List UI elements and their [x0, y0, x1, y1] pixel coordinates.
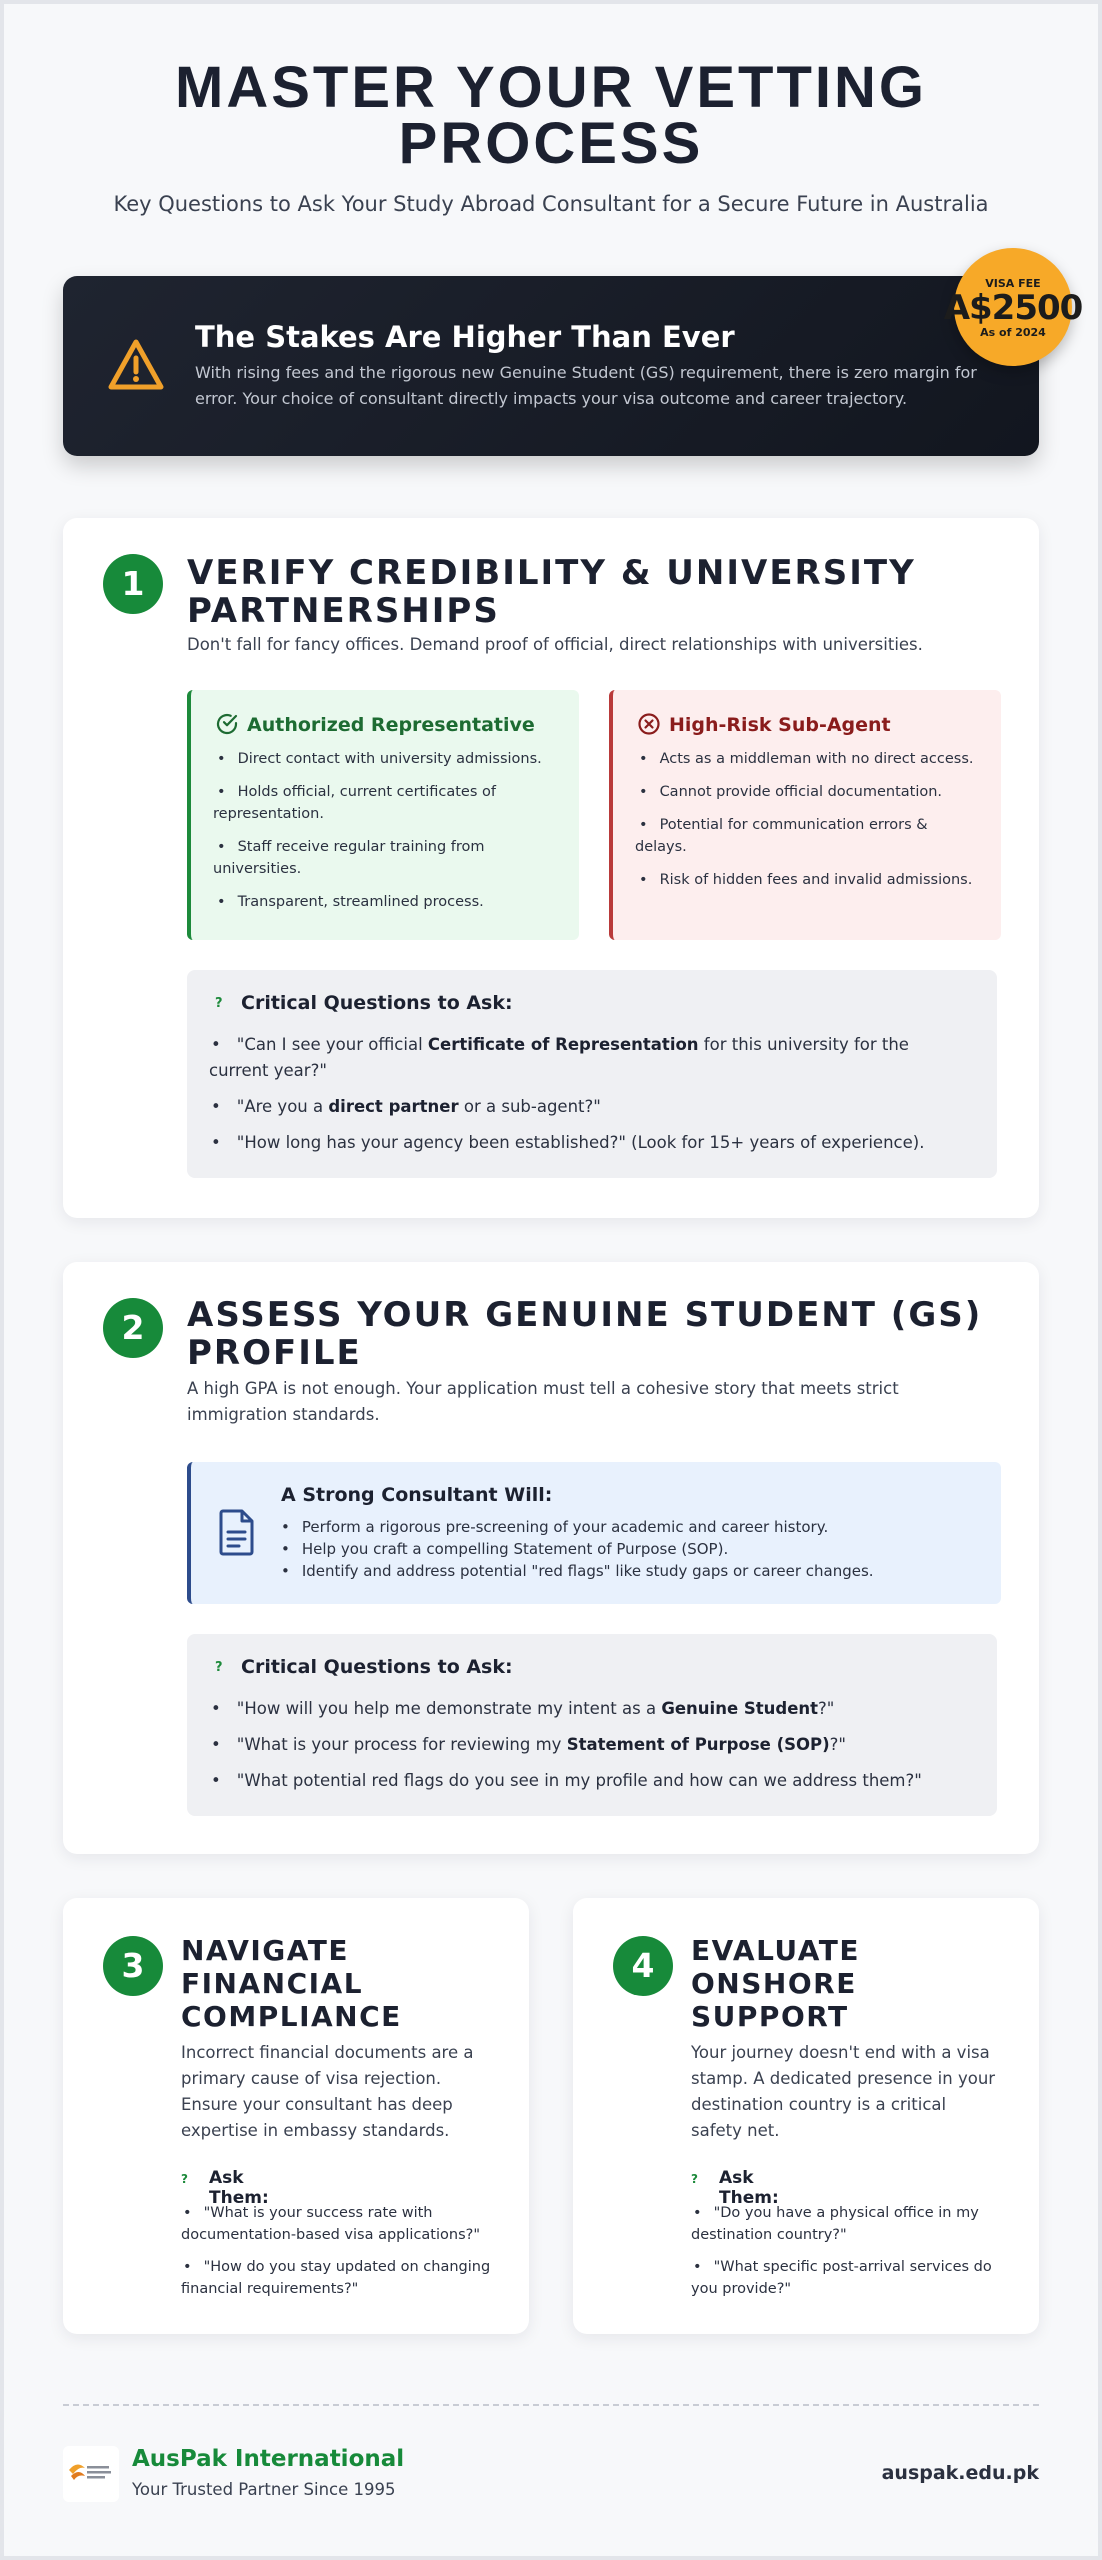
page-title [4, 55, 1098, 176]
section-3-card [63, 1898, 529, 2334]
strong-consultant-title: A Strong Consultant Will: [281, 1484, 553, 1506]
x-circle-icon [637, 712, 661, 736]
stakes-title: The Stakes Are Higher Than Ever [195, 320, 735, 354]
question-text: "How will you help me demonstrate my intent as a [236, 1699, 662, 1718]
section-4-ask-list [691, 2202, 1021, 2310]
page-subtitle: Key Questions to Ask Your Study Abroad Consultant for a Secure Future in Australia [113, 192, 989, 216]
section-2-questions-list [209, 1696, 973, 1804]
warning-triangle-icon [107, 338, 165, 392]
section-3-ask-list [181, 2202, 511, 2310]
document-icon [217, 1508, 257, 1556]
section-1-title-line-1: VERIFY CREDIBILITY & UNIVERSITY [187, 553, 916, 593]
list-item: • "What potential red flags do you see in my profile and how can we address them?" [209, 1768, 973, 1794]
strong-consultant-box [187, 1462, 1001, 1604]
visa-fee-value: A$2500 [943, 288, 1083, 328]
stakes-text: With rising fees and the rigorous new Genuine Student (GS) requirement, there is zero margin for error. Your choice of consultant directly impacts your visa outcome and career trajectory. [195, 363, 977, 408]
section-2-title-line-2: PROFILE [187, 1333, 362, 1373]
section-4-description: Your journey doesn't end with a visa stamp. A dedicated presence in your destination country is a critical safety net. [691, 2043, 996, 2140]
question-mark-icon: ? [215, 1660, 223, 1675]
section-4-title-line-3: SUPPORT [691, 2000, 849, 2033]
section-4-ask-title: Ask Them: [719, 2168, 779, 2208]
page-title-line-2: PROCESS [398, 111, 704, 176]
section-4-title [691, 1934, 860, 2033]
section-3-title-line-1: NAVIGATE [181, 1934, 349, 1967]
question-text: "Can I see your official [236, 1035, 428, 1054]
section-2-questions-box [187, 1634, 997, 1816]
section-2-questions-title: Critical Questions to Ask: [241, 1656, 513, 1678]
section-3-title-line-3: COMPLIANCE [181, 2000, 402, 2033]
list-item [209, 1732, 973, 1758]
visa-fee-date: As of 2024 [980, 326, 1046, 339]
list-item: • Cannot provide official documentation. [635, 781, 983, 803]
list-item: • "Do you have a physical office in my destination country?" [691, 2202, 1021, 2246]
authorized-representative-list [213, 748, 561, 924]
list-item: • Perform a rigorous pre-screening of your academic and career history. [281, 1516, 874, 1538]
page [4, 4, 1098, 2556]
check-circle-icon [215, 712, 239, 736]
footer-brand: AusPak International [132, 2446, 405, 2472]
strong-consultant-list [281, 1516, 874, 1582]
list-item: • Holds official, current certificates of representation. [213, 781, 561, 825]
section-1-questions-box [187, 970, 997, 1178]
section-4-title-line-1: EVALUATE [691, 1934, 861, 1967]
list-item: • Identify and address potential "red flags" like study gaps or career changes. [281, 1560, 874, 1582]
section-4-card [573, 1898, 1039, 2334]
authorized-representative-box [187, 690, 579, 940]
footer-website[interactable]: auspak.edu.pk [881, 2462, 1039, 2484]
list-item: • Risk of hidden fees and invalid admissions. [635, 869, 983, 891]
auspak-logo [63, 2446, 119, 2502]
section-1-number: 1 [103, 554, 163, 614]
list-item: • Potential for communication errors & delays. [635, 814, 983, 858]
question-mark-icon: ? [215, 996, 223, 1011]
list-item: • Staff receive regular training from universities. [213, 836, 561, 880]
list-item [209, 1696, 973, 1722]
section-3-title-line-2: FINANCIAL [181, 1967, 364, 2000]
footer-tagline: Your Trusted Partner Since 1995 [132, 2480, 396, 2499]
section-3-number: 3 [103, 1936, 163, 1996]
section-4-title-line-2: ONSHORE [691, 1967, 857, 2000]
section-1-description: Don't fall for fancy offices. Demand proof of official, direct relationships with universities. [187, 635, 923, 654]
section-1-questions-list [209, 1032, 973, 1166]
section-3-title [181, 1934, 402, 2033]
list-item: • Transparent, streamlined process. [213, 891, 561, 913]
section-3-description: Incorrect financial documents are a primary cause of visa rejection. Ensure your consultant has deep expertise in embassy standards. [181, 2043, 474, 2140]
section-3-ask-title: Ask Them: [209, 2168, 269, 2208]
section-2-title-line-1: ASSESS YOUR GENUINE STUDENT (GS) [187, 1295, 983, 1335]
section-2-description: A high GPA is not enough. Your application must tell a cohesive story that meets strict immigration standards. [187, 1379, 899, 1424]
question-text: "What is your process for reviewing my [236, 1735, 567, 1754]
high-risk-sub-agent-box [609, 690, 1001, 940]
section-2-card [63, 1262, 1039, 1854]
question-text: ?" [829, 1735, 847, 1754]
stakes-banner [63, 276, 1039, 456]
question-text: "Are you a [236, 1097, 329, 1116]
list-item: • "What specific post-arrival services do you provide?" [691, 2256, 1021, 2300]
footer-divider [63, 2404, 1039, 2406]
list-item: • "How long has your agency been established?" (Look for 15+ years of experience). [209, 1130, 973, 1156]
high-risk-sub-agent-list [635, 748, 983, 902]
question-text: for this university for the current year?" [209, 1035, 909, 1080]
page-title-line-1: MASTER YOUR VETTING [175, 55, 927, 120]
visa-fee-badge [943, 248, 1083, 366]
question-mark-icon: ? [181, 2172, 188, 2186]
section-1-title-line-2: PARTNERSHIPS [187, 591, 500, 631]
question-emphasis: Statement of Purpose (SOP) [566, 1735, 830, 1754]
authorized-representative-title: Authorized Representative [247, 714, 535, 736]
question-emphasis: direct partner [328, 1097, 459, 1116]
section-1-questions-title: Critical Questions to Ask: [241, 992, 513, 1014]
section-2-title [187, 1296, 982, 1372]
list-item [209, 1032, 973, 1084]
list-item: • "What is your success rate with documentation-based visa applications?" [181, 2202, 511, 2246]
list-item [209, 1094, 973, 1120]
list-item: • Acts as a middleman with no direct access. [635, 748, 983, 770]
section-1-title [187, 554, 916, 630]
list-item: • Help you craft a compelling Statement of Purpose (SOP). [281, 1538, 874, 1560]
question-emphasis: Genuine Student [661, 1699, 819, 1718]
list-item: • Direct contact with university admissions. [213, 748, 561, 770]
question-text: or a sub-agent?" [458, 1097, 601, 1116]
question-emphasis: Certificate of Representation [427, 1035, 699, 1054]
list-item: • "How do you stay updated on changing financial requirements?" [181, 2256, 511, 2300]
visa-fee-label: VISA FEE [985, 277, 1041, 290]
question-text: ?" [818, 1699, 835, 1718]
section-4-number: 4 [613, 1936, 673, 1996]
section-2-number: 2 [103, 1298, 163, 1358]
question-mark-icon: ? [691, 2172, 698, 2186]
section-1-card [63, 518, 1039, 1218]
high-risk-sub-agent-title: High-Risk Sub-Agent [669, 714, 891, 736]
